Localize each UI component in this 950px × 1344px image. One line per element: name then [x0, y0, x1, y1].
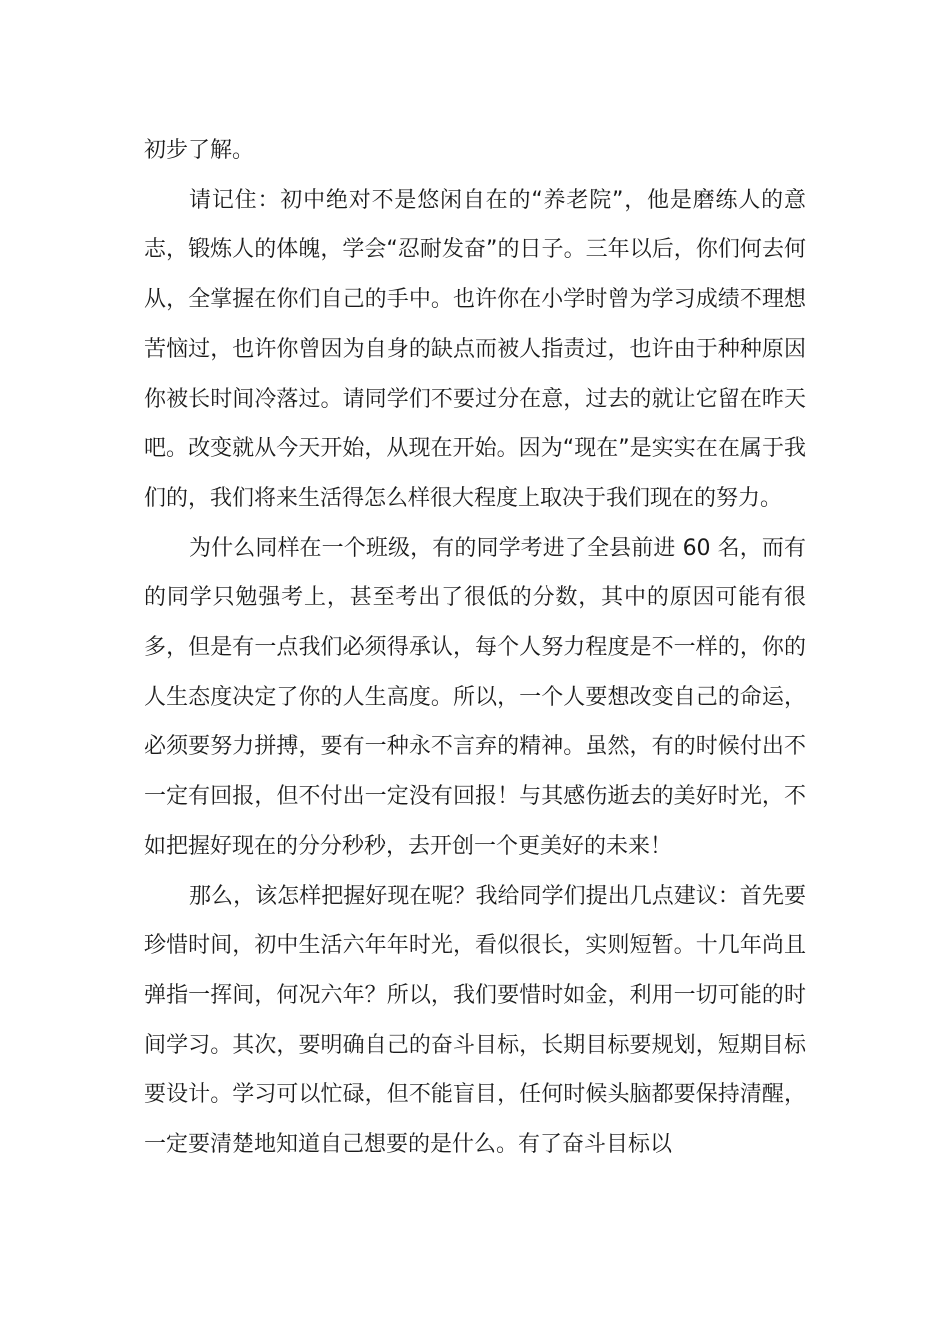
paragraph-continuation: 初步了解。: [144, 138, 255, 163]
paragraph-effort: 为什么同样在一个班级，有的同学考进了全县前进 60 名，而有的同学只勉强考上，甚至考出了很低的分数，其中的原因可能有很多，但是有一点我们必须得承认，每个人努力程度是不一样的，你的人生态度决定了你的人生高度。所以，一个人要想改变自己的命运，必须要努力拼搏，要有一种永不言弃的精神。虽然，有的时候付出不一定有回报，但不付出一定没有回报！与其感伤逝去的美好时光，不如把握好现在的分分秒秒，去开创一个更美好的未来！: [144, 535, 806, 859]
paragraph-remember: 请记住：初中绝对不是悠闲自在的“养老院”，他是磨练人的意志，锻炼人的体魄，学会“忍耐发奋”的日子。三年以后，你们何去何从，全掌握在你们自己的手中。也许你在小学时曾为学习成绩不理想苦恼过，也许你曾因为自身的缺点而被人指责过，也许由于种种原因你被长时间冷落过。请同学们不要过分在意，过去的就让它留在昨天吧。改变就从今天开始，从现在开始。因为“现在”是实实在在属于我们的，我们将来生活得怎么样很大程度上取决于我们现在的努力。: [144, 187, 806, 511]
paragraph-advice: 那么，该怎样把握好现在呢？我给同学们提出几点建议：首先要珍惜时间，初中生活六年年时光，看似很长，实则短暂。十几年尚且弹指一挥间，何况六年？所以，我们要惜时如金，利用一切可能的时间学习。其次，要明确自己的奋斗目标，长期目标要规划，短期目标要设计。学习可以忙碌，但不能盲目，任何时候头脑都要保持清醒，一定要清楚地知道自己想要的是什么。有了奋斗目标以: [144, 883, 806, 1158]
document-body: [144, 126, 806, 1170]
